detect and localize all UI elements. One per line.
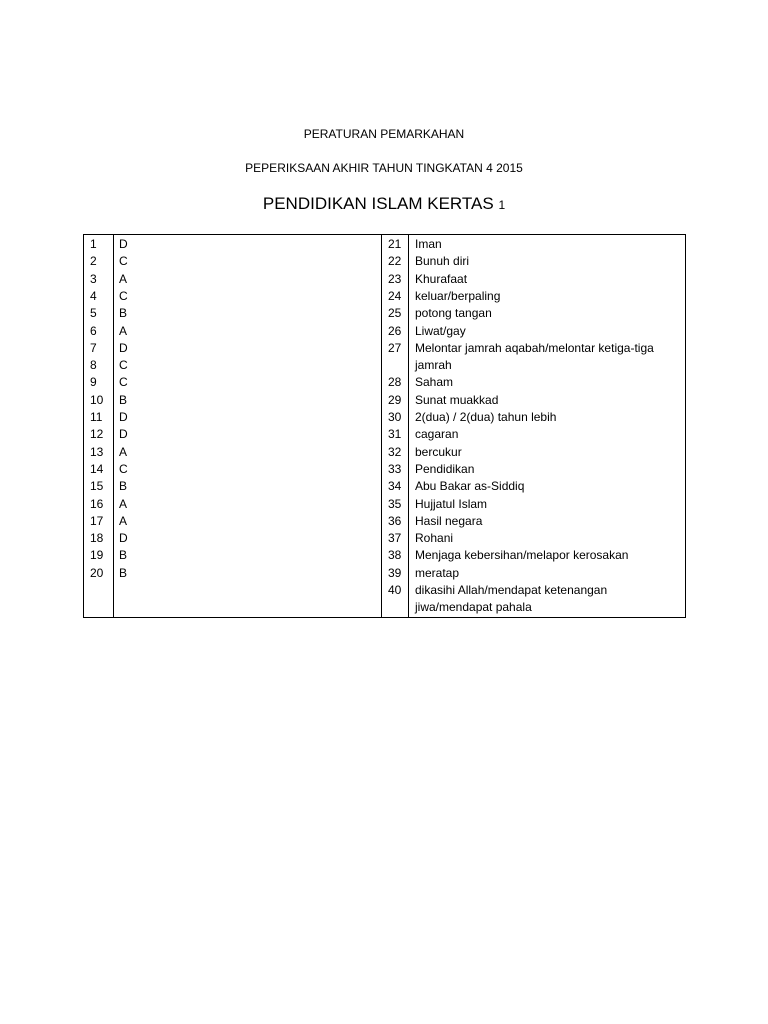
question-number: 29 bbox=[388, 392, 402, 407]
question-number: 39 bbox=[388, 565, 402, 580]
question-number: 11 bbox=[90, 410, 103, 424]
answer-text: keluar/berpaling bbox=[415, 288, 501, 303]
answer-letter: B bbox=[119, 565, 128, 580]
answer-text: Abu Bakar as-Siddiq bbox=[415, 479, 525, 494]
answer-letter: A bbox=[119, 271, 128, 286]
question-number: 10 bbox=[90, 392, 104, 407]
question-number: 9 bbox=[90, 375, 97, 390]
paper-title-suffix: 1 bbox=[498, 198, 506, 212]
question-number: 18 bbox=[90, 531, 104, 546]
answer-letter: D bbox=[119, 427, 128, 442]
question-number: 13 bbox=[90, 444, 104, 459]
question-number: 38 bbox=[388, 548, 402, 563]
question-number: 6 bbox=[90, 323, 97, 338]
answer-letter: B bbox=[119, 392, 128, 407]
question-number: 40 bbox=[388, 583, 402, 597]
answer-text: Rohani bbox=[415, 531, 454, 546]
answer-text: dikasihi Allah/mendapat ketenangan jiwa/mendapat pahala bbox=[415, 583, 608, 615]
answer-text: Liwat/gay bbox=[415, 323, 466, 338]
answer-letter: D bbox=[119, 237, 128, 251]
answer-letter: C bbox=[119, 288, 128, 303]
answer-letter: C bbox=[119, 358, 128, 373]
answer-letter: A bbox=[119, 496, 128, 511]
question-number: 24 bbox=[388, 288, 402, 303]
question-number: 12 bbox=[90, 427, 104, 442]
marking-scheme-heading: PERATURAN PEMARKAHAN bbox=[303, 127, 465, 141]
answer-text: Saham bbox=[415, 375, 454, 390]
answer-text: cagaran bbox=[415, 427, 459, 442]
answer-letter: D bbox=[119, 340, 128, 355]
question-number: 26 bbox=[388, 323, 402, 338]
column-divider bbox=[408, 235, 409, 617]
answer-text: Pendidikan bbox=[415, 461, 475, 476]
answer-text: Melontar jamrah aqabah/melontar ketiga-tiga jamrah bbox=[415, 340, 654, 373]
question-number: 15 bbox=[90, 479, 104, 494]
question-number: 2 bbox=[90, 254, 97, 269]
column-divider bbox=[113, 235, 114, 617]
question-number: 36 bbox=[388, 513, 402, 528]
answer-text: bercukur bbox=[415, 444, 462, 459]
question-number: 34 bbox=[388, 479, 402, 494]
question-number: 25 bbox=[388, 306, 402, 321]
question-number: 17 bbox=[90, 513, 104, 528]
column-divider bbox=[381, 235, 382, 617]
question-number: 8 bbox=[90, 358, 97, 373]
answer-letter: B bbox=[119, 306, 128, 321]
question-number: 3 bbox=[90, 271, 97, 286]
question-number: 4 bbox=[90, 288, 97, 303]
question-number: 33 bbox=[388, 461, 402, 476]
question-number: 32 bbox=[388, 444, 402, 459]
answer-letter: C bbox=[119, 254, 128, 269]
question-number: 21 bbox=[388, 237, 402, 251]
question-number: 37 bbox=[388, 531, 402, 546]
answer-letter: A bbox=[119, 444, 128, 459]
answer-text: Bunuh diri bbox=[415, 254, 470, 269]
question-number: 31 bbox=[388, 427, 402, 442]
question-number: 14 bbox=[90, 461, 104, 476]
answer-text: Menjaga kebersihan/melapor kerosakan bbox=[415, 548, 629, 563]
question-number: 22 bbox=[388, 254, 402, 269]
answer-letter: D bbox=[119, 531, 128, 546]
answer-letter: D bbox=[119, 410, 128, 424]
question-number: 16 bbox=[90, 496, 104, 511]
answer-text: Hujjatul Islam bbox=[415, 496, 488, 511]
question-number: 35 bbox=[388, 496, 402, 511]
answer-letter: B bbox=[119, 548, 128, 563]
question-number: 23 bbox=[388, 271, 402, 286]
question-number: 19 bbox=[90, 548, 104, 563]
paper-title-main: PENDIDIKAN ISLAM KERTAS bbox=[262, 194, 494, 213]
answer-letter: A bbox=[119, 323, 128, 338]
answer-text: potong tangan bbox=[415, 306, 492, 321]
answer-text: Khurafaat bbox=[415, 271, 468, 286]
answer-text: Sunat muakkad bbox=[415, 392, 499, 407]
exam-heading: PEPERIKSAAN AKHIR TAHUN TINGKATAN 4 2015 bbox=[245, 161, 523, 175]
question-number: 5 bbox=[90, 306, 97, 321]
question-number: 28 bbox=[388, 375, 402, 390]
question-number: 7 bbox=[90, 340, 97, 355]
question-number: 1 bbox=[90, 237, 97, 251]
answer-letter: B bbox=[119, 479, 128, 494]
answer-letter: A bbox=[119, 513, 128, 528]
answer-letter: C bbox=[119, 461, 128, 476]
question-number: 20 bbox=[90, 565, 104, 580]
answer-text: Hasil negara bbox=[415, 513, 483, 528]
answer-text: meratap bbox=[415, 565, 460, 580]
answer-text: Iman bbox=[415, 237, 442, 251]
question-number: 27 bbox=[388, 340, 402, 355]
answer-table bbox=[83, 234, 686, 618]
paper-title bbox=[0, 194, 768, 214]
answer-letter: C bbox=[119, 375, 128, 390]
question-number: 30 bbox=[388, 410, 402, 424]
answer-text: 2(dua) / 2(dua) tahun lebih bbox=[415, 410, 557, 424]
